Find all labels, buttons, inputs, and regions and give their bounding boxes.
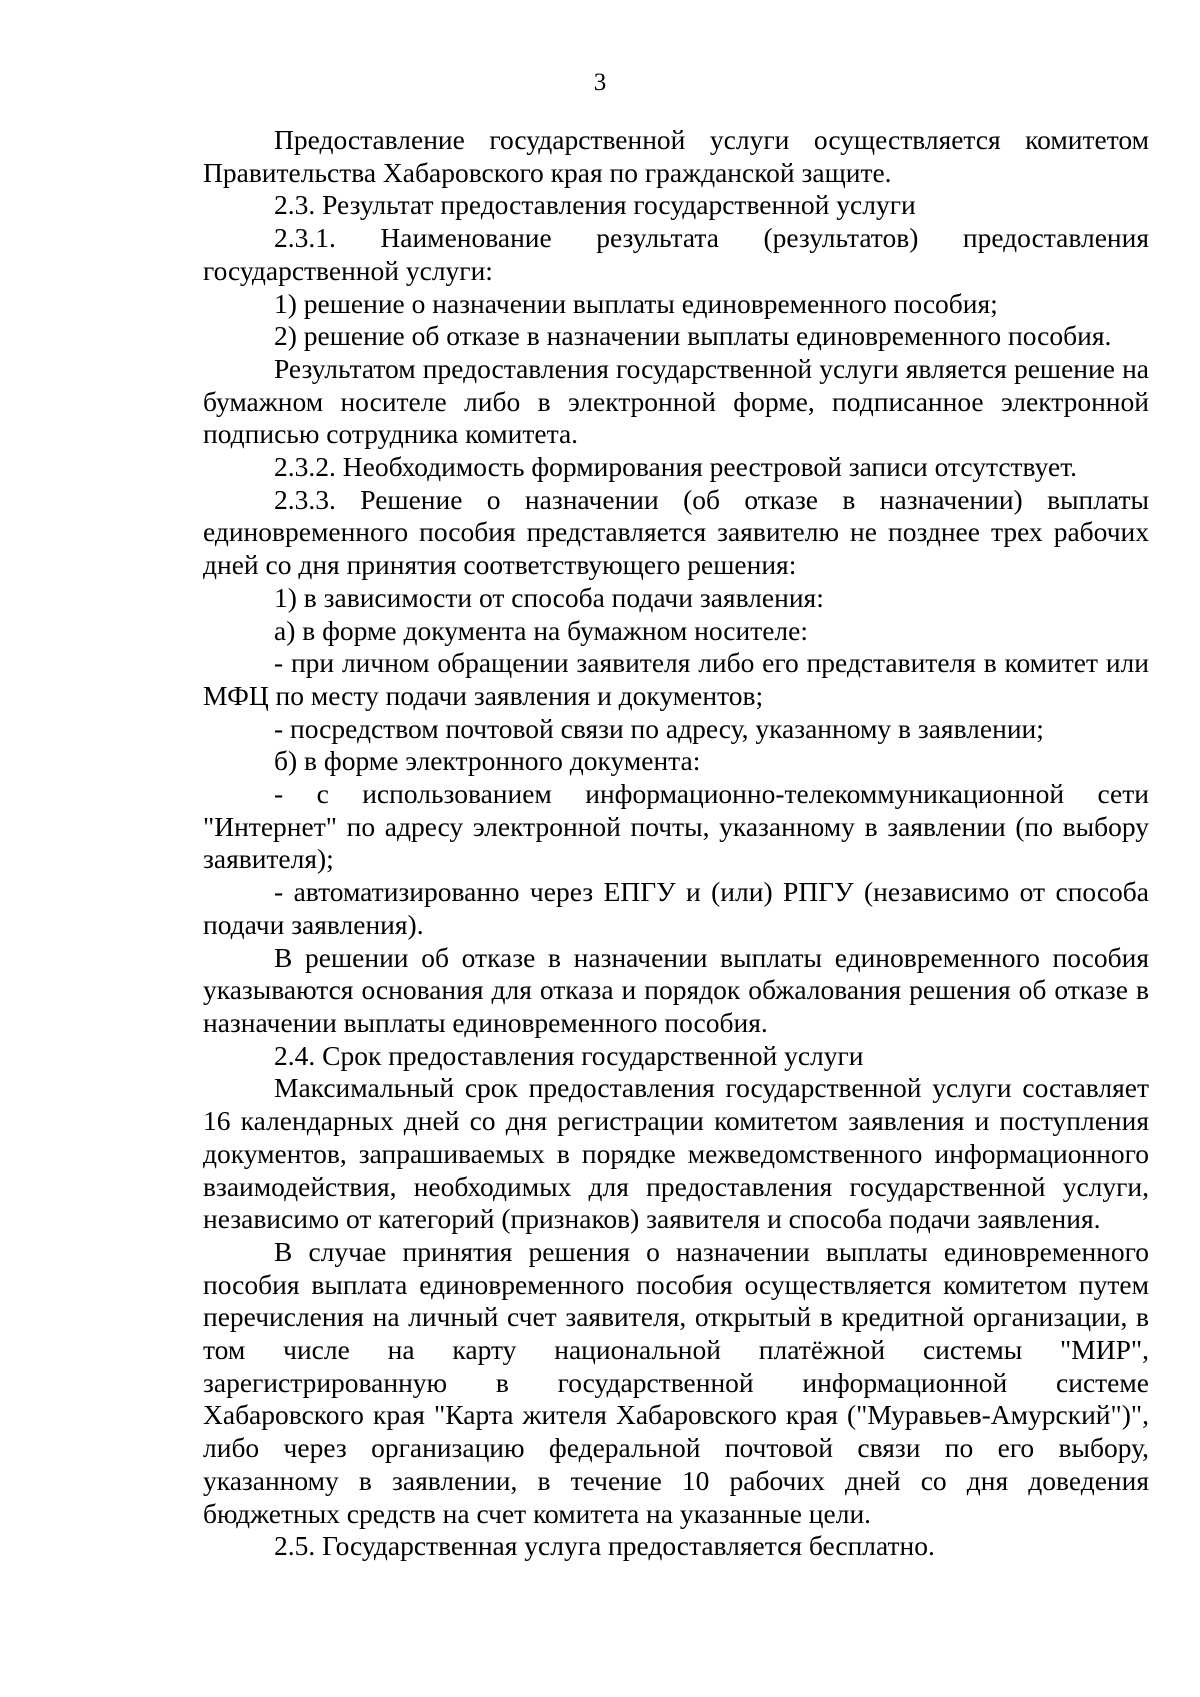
list-item-postal: - посредством почтовой связи по адресу, указанному в заявлении; [274,712,1044,744]
paragraph-2-3-3: 2.3.3. Решение о назначении (об отказе в назначении) выплаты единовременного пособия представляется заявителю не позднее трех рабочих дней со дня принятия соответствующего решения: [203,483,1149,581]
paragraph-max-term: Максимальный срок предоставления государственной услуги составляет 16 календарных дней со дня регистрации комитетом заявления и поступления документов, запрашиваемых в порядке межведомственного информационного взаимодействия, необходимых для предоставления государственной услуги, независимо от категорий (признаков) заявителя и способа подачи заявления. [203,1072,1149,1235]
section-heading-2-5: 2.5. Государственная услуга предоставляется бесплатно. [274,1530,935,1562]
list-item-result-2: 2) решение об отказе в назначении выплаты единовременного пособия. [274,320,1112,352]
list-item-electronic-form: б) в форме электронного документа: [274,745,701,777]
document-body [203,124,1149,1563]
list-item-delivery-method: 1) в зависимости от способа подачи заявления: [274,581,824,613]
paragraph-service-provider: Предоставление государственной услуги осуществляется комитетом Правительства Хабаровского края по гражданской защите. [203,124,1149,188]
paragraph-payment: В случае принятия решения о назначении выплаты единовременного пособия выплата единовременного пособия осуществляется комитетом путем перечисления на личный счет заявителя, открытый в кредитной организации, в том числе на карту национальной платёжной системы "МИР", зарегистрированную в государственной информационной системе Хабаровского края "Карта жителя Хабаровского края ("Муравьев-Амурский")", либо через организацию федеральной почтовой связи по его выбору, указанному в заявлении, в течение 10 рабочих дней со дня доведения бюджетных средств на счет комитета на указанные цели. [203,1235,1149,1529]
page-number: 3 [593,69,607,96]
section-heading-2-4: 2.4. Срок предоставления государственной услуги [274,1039,864,1071]
paragraph-result-description: Результатом предоставления государственной услуги является решение на бумажном носителе либо в электронной форме, подписанное электронной подписью сотрудника комитета. [203,352,1149,450]
list-item-paper-form: а) в форме документа на бумажном носителе: [274,614,808,646]
list-item-result-1: 1) решение о назначении выплаты единовременного пособия; [274,287,998,319]
paragraph-2-3-1: 2.3.1. Наименование результата (результатов) предоставления государственной услуги: [203,222,1149,286]
section-heading-2-3: 2.3. Результат предоставления государственной услуги [274,189,916,221]
list-item-internet-email: - с использованием информационно-телекоммуникационной сети "Интернет" по адресу электронной почты, указанному в заявлении (по выбору заявителя); [203,778,1149,875]
list-item-personal-visit: - при личном обращении заявителя либо его представителя в комитет или МФЦ по месту подачи заявления и документов; [203,647,1149,711]
paragraph-refusal-grounds: В решении об отказе в назначении выплаты единовременного пособия указываются основания для отказа и порядок обжалования решения об отказе в назначении выплаты единовременного пособия. [203,941,1149,1038]
list-item-epgu-rpgu: - автоматизированно через ЕПГУ и (или) РПГУ (независимо от способа подачи заявления). [203,876,1149,940]
paragraph-2-3-2: 2.3.2. Необходимость формирования реестровой записи отсутствует. [274,451,1078,483]
